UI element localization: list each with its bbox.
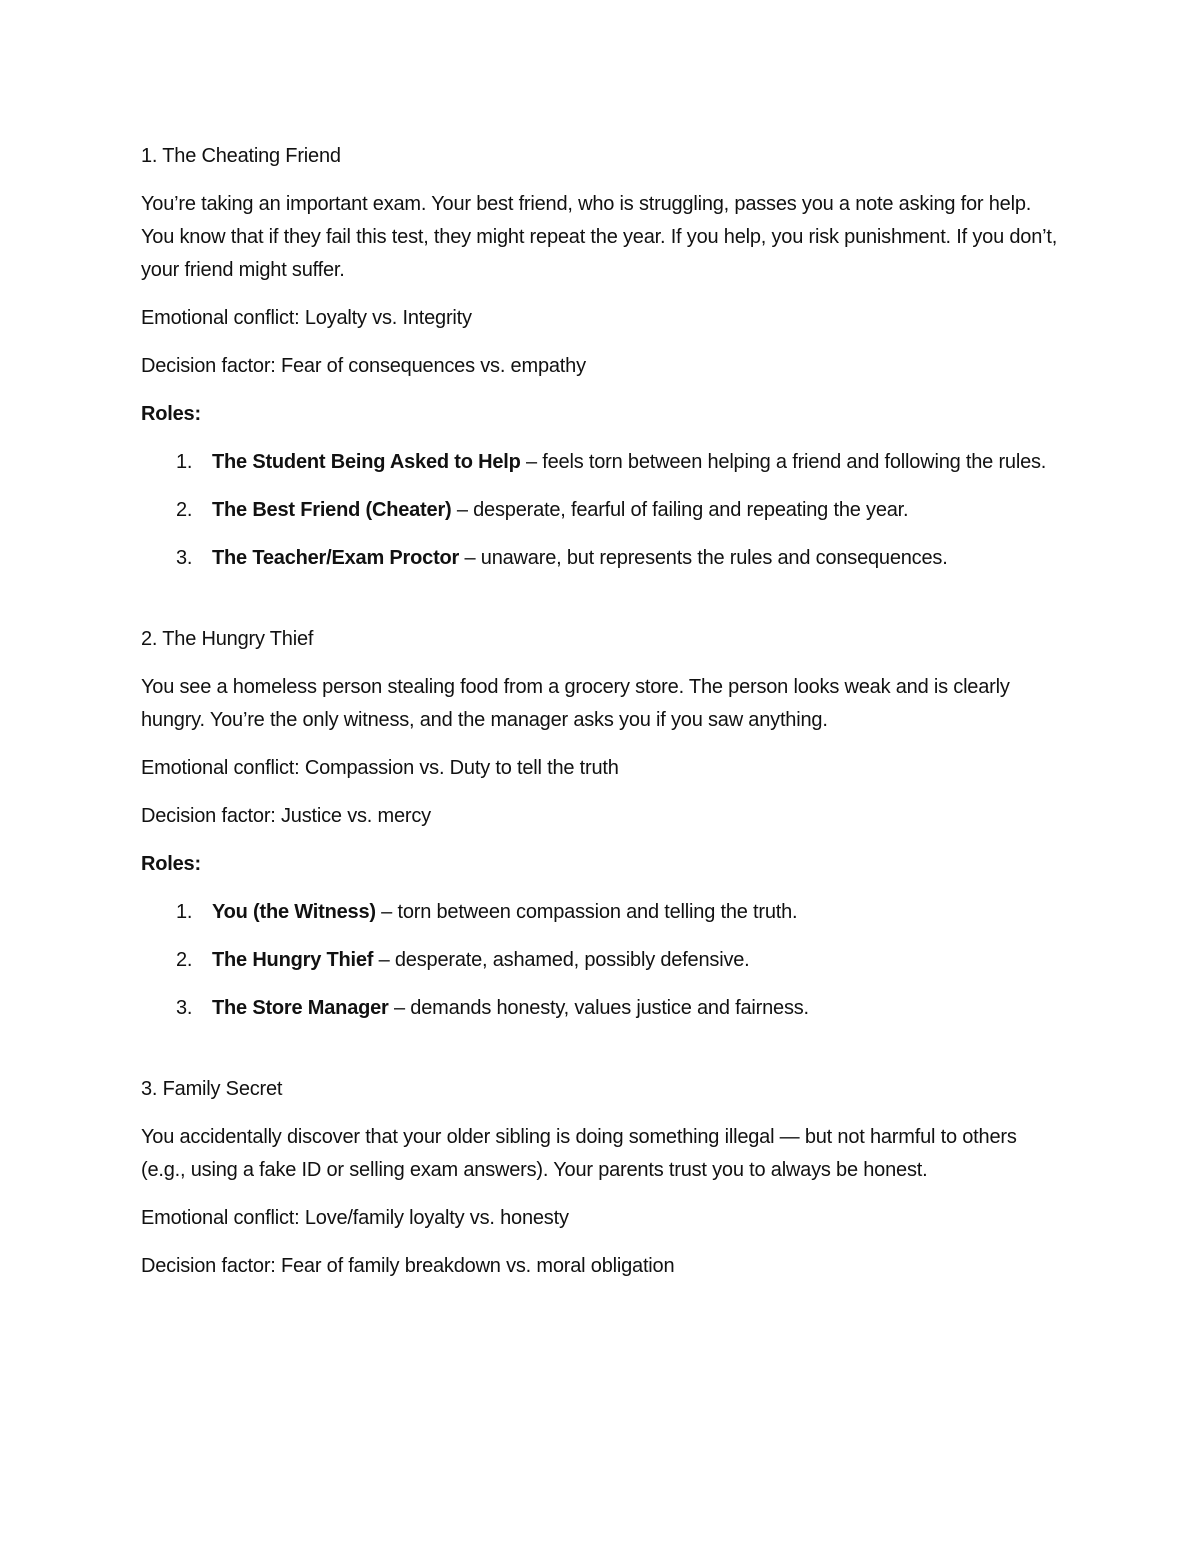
- section-description: You accidentally discover that your older sibling is doing something illegal — but not harmful to others (e.g., using a fake ID or selling exam answers). Your parents trust you to always be honest.: [141, 1126, 1017, 1181]
- decision-factor: Decision factor: Justice vs. mercy: [141, 805, 431, 827]
- emotional-conflict: Emotional conflict: Compassion vs. Duty to tell the truth: [141, 757, 619, 779]
- roles-list: [141, 446, 1061, 575]
- section-hungry-thief: [141, 623, 1061, 1025]
- section-spacer: [141, 590, 1061, 623]
- role-text: – torn between compassion and telling the truth.: [375, 901, 798, 923]
- decision-factor: Decision factor: Fear of consequences vs. empathy: [141, 355, 586, 377]
- section-heading: 3. Family Secret: [141, 1078, 283, 1100]
- role-item: [141, 446, 1061, 479]
- role-number: 2.: [176, 499, 193, 521]
- role-number: 1.: [176, 451, 193, 473]
- role-item: [141, 896, 1061, 929]
- role-text: – desperate, ashamed, possibly defensive.: [373, 949, 750, 971]
- roles-label: Roles:: [141, 403, 201, 425]
- role-item: [141, 542, 1061, 575]
- role-number: 1.: [176, 901, 193, 923]
- section-heading: 1. The Cheating Friend: [141, 145, 341, 167]
- role-name: The Best Friend (Cheater): [212, 499, 452, 521]
- role-number: 3.: [176, 547, 193, 569]
- role-name: The Hungry Thief: [212, 949, 374, 971]
- decision-factor: Decision factor: Fear of family breakdown vs. moral obligation: [141, 1255, 675, 1277]
- role-item: [141, 944, 1061, 977]
- role-number: 2.: [176, 949, 193, 971]
- role-name: The Student Being Asked to Help: [212, 451, 521, 473]
- roles-label: Roles:: [141, 853, 201, 875]
- role-text: – feels torn between helping a friend and following the rules.: [520, 451, 1047, 473]
- emotional-conflict: Emotional conflict: Loyalty vs. Integrity: [141, 307, 472, 329]
- section-heading: 2. The Hungry Thief: [141, 628, 314, 650]
- role-name: The Teacher/Exam Proctor: [212, 547, 460, 569]
- role-text: – demands honesty, values justice and fairness.: [388, 997, 809, 1019]
- emotional-conflict: Emotional conflict: Love/family loyalty vs. honesty: [141, 1207, 569, 1229]
- role-text: – unaware, but represents the rules and consequences.: [459, 547, 948, 569]
- section-family-secret: [141, 1073, 1061, 1283]
- section-description: You’re taking an important exam. Your best friend, who is struggling, passes you a note asking for help. You know that if they fail this test, they might repeat the year. If you help, you risk punishment. If you don’t, your friend might suffer.: [141, 193, 1058, 281]
- role-number: 3.: [176, 997, 193, 1019]
- section-cheating-friend: [141, 140, 1061, 575]
- role-item: [141, 992, 1061, 1025]
- role-name: You (the Witness): [212, 901, 376, 923]
- role-item: [141, 494, 1061, 527]
- roles-list: [141, 896, 1061, 1025]
- document-body: [141, 140, 1061, 1298]
- role-text: – desperate, fearful of failing and repeating the year.: [451, 499, 909, 521]
- section-spacer: [141, 1040, 1061, 1073]
- role-name: The Store Manager: [212, 997, 389, 1019]
- section-description: You see a homeless person stealing food from a grocery store. The person looks weak and is clearly hungry. You’re the only witness, and the manager asks you if you saw anything.: [141, 676, 1010, 731]
